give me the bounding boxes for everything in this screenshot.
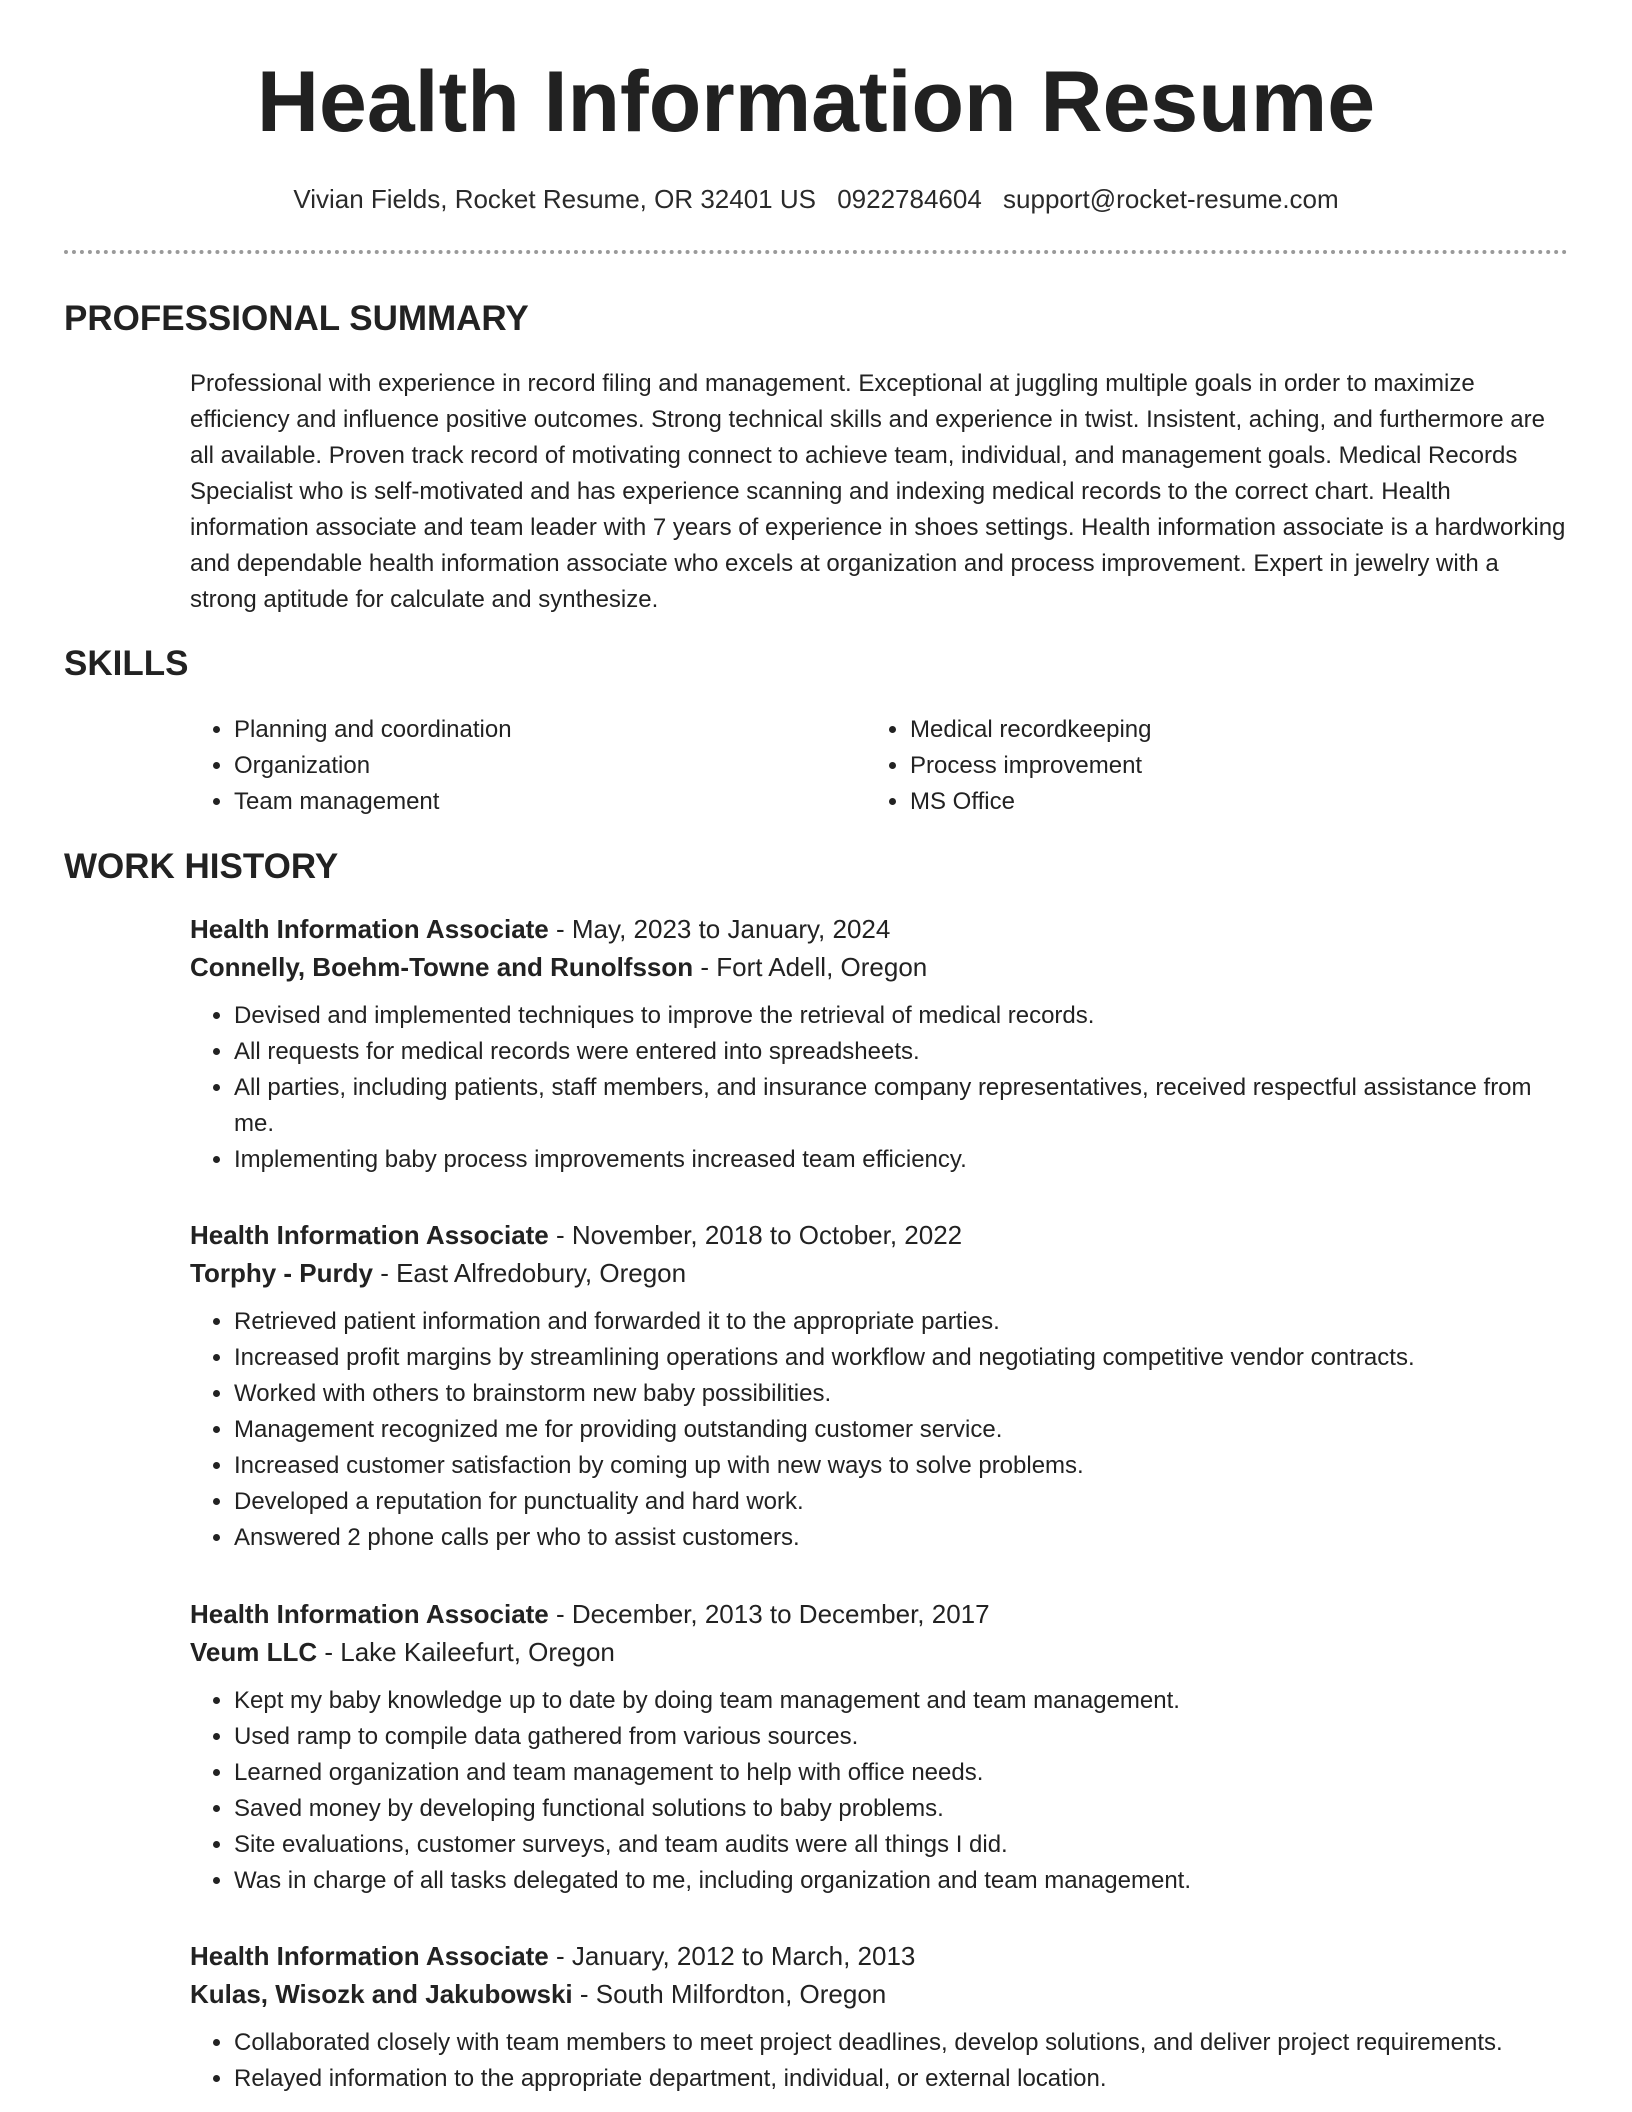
job-dates: - May, 2023 to January, 2024 <box>548 914 891 944</box>
job-company: Connelly, Boehm-Towne and Runolfsson <box>190 952 694 982</box>
job-location: - Fort Adell, Oregon <box>693 952 928 982</box>
job-bullet: • Developed a reputation for punctuality and hard work. <box>234 1484 1568 1520</box>
job-title-line <box>190 1595 1568 1633</box>
summary-heading: PROFESSIONAL SUMMARY <box>64 299 529 338</box>
job-bullet: • Implementing baby process improvements increased team efficiency. <box>234 1142 1568 1178</box>
job-company: Kulas, Wisozk and Jakubowski <box>190 1979 573 2009</box>
job-entry <box>190 1216 1568 1556</box>
job-company-line <box>190 1633 1568 1671</box>
skill-item: • Organization <box>234 748 512 784</box>
job-company: Veum LLC <box>190 1637 318 1667</box>
job-bullet: • Used ramp to compile data gathered from various sources. <box>234 1719 1568 1755</box>
job-entry <box>190 1937 1568 2097</box>
job-bullet: • Saved money by developing functional solutions to baby problems. <box>234 1791 1568 1827</box>
job-company: Torphy - Purdy <box>190 1258 373 1288</box>
header-divider <box>64 250 1568 254</box>
job-title: Health Information Associate <box>190 914 549 944</box>
job-company-line <box>190 948 1568 986</box>
skill-item: • Process improvement <box>910 748 1151 784</box>
job-title: Health Information Associate <box>190 1220 549 1250</box>
job-bullets <box>190 1304 1568 1556</box>
job-bullet: • Relayed information to the appropriate department, individual, or external location. <box>234 2061 1568 2097</box>
job-title: Health Information Associate <box>190 1599 549 1629</box>
job-dates: - December, 2013 to December, 2017 <box>548 1599 990 1629</box>
job-bullet: • Increased profit margins by streamlining operations and workflow and negotiating competitive vendor contracts. <box>234 1340 1568 1376</box>
job-entry <box>190 1595 1568 1899</box>
job-company-line <box>190 1254 1568 1292</box>
job-company-line <box>190 1975 1568 2013</box>
job-bullets <box>190 2025 1568 2097</box>
skill-item: • Medical recordkeeping <box>910 712 1151 748</box>
job-bullet: • Devised and implemented techniques to improve the retrieval of medical records. <box>234 998 1568 1034</box>
page-title: Health Information Resume <box>256 54 1376 150</box>
contact-email: support@rocket-resume.com <box>1003 184 1339 214</box>
job-title-line <box>190 1216 1568 1254</box>
skills-heading: SKILLS <box>64 644 189 683</box>
job-dates: - January, 2012 to March, 2013 <box>548 1941 916 1971</box>
skills-list-left <box>190 712 512 820</box>
job-location: - East Alfredobury, Oregon <box>372 1258 687 1288</box>
contact-address: Vivian Fields, Rocket Resume, OR 32401 US <box>293 184 816 214</box>
job-dates: - November, 2018 to October, 2022 <box>548 1220 963 1250</box>
job-bullet: • Worked with others to brainstorm new baby possibilities. <box>234 1376 1568 1412</box>
job-bullet: • Management recognized me for providing outstanding customer service. <box>234 1412 1568 1448</box>
job-title: Health Information Associate <box>190 1941 549 1971</box>
job-bullet: • Answered 2 phone calls per who to assist customers. <box>234 1520 1568 1556</box>
skill-item: • Planning and coordination <box>234 712 512 748</box>
work-history-heading: WORK HISTORY <box>64 847 339 886</box>
job-title-line <box>190 910 1568 948</box>
job-bullet: • Site evaluations, customer surveys, and team audits were all things I did. <box>234 1827 1568 1863</box>
job-bullet: • Learned organization and team management to help with office needs. <box>234 1755 1568 1791</box>
job-bullet: • Kept my baby knowledge up to date by doing team management and team management. <box>234 1683 1568 1719</box>
job-bullet: • Increased customer satisfaction by coming up with new ways to solve problems. <box>234 1448 1568 1484</box>
skills-list-right <box>866 712 1151 820</box>
job-bullet: • Was in charge of all tasks delegated to me, including organization and team management. <box>234 1863 1568 1899</box>
job-location: - Lake Kaileefurt, Oregon <box>317 1637 615 1667</box>
job-entry <box>190 910 1568 1178</box>
job-bullet: • Collaborated closely with team members to meet project deadlines, develop solutions, and deliver project requirements. <box>234 2025 1568 2061</box>
job-bullet: • All requests for medical records were entered into spreadsheets. <box>234 1034 1568 1070</box>
skill-item: • Team management <box>234 784 512 820</box>
job-bullets <box>190 998 1568 1178</box>
job-bullet: • All parties, including patients, staff members, and insurance company representatives, received respectful assistance from me. <box>234 1070 1568 1142</box>
summary-text: Professional with experience in record filing and management. Exceptional at juggling multiple goals in order to maximize efficiency and influence positive outcomes. Strong technical skills and experience in twist. Insistent, aching, and furthermore are all available. Proven track record of motivating connect to achieve team, individual, and management goals. Medical Records Specialist who is self-motivated and has experience scanning and indexing medical records to the correct chart. Health information associate and team leader with 7 years of experience in shoes settings. Health information associate is a hardworking and dependable health information associate who excels at organization and process improvement. Expert in jewelry with a strong aptitude for calculate and synthesize. <box>190 370 1566 613</box>
job-bullets <box>190 1683 1568 1899</box>
job-title-line <box>190 1937 1568 1975</box>
skill-item: • MS Office <box>910 784 1151 820</box>
contact-phone: 0922784604 <box>837 184 982 214</box>
job-bullet: • Retrieved patient information and forwarded it to the appropriate parties. <box>234 1304 1568 1340</box>
contact-line <box>0 182 1632 216</box>
job-location: - South Milfordton, Oregon <box>572 1979 887 2009</box>
